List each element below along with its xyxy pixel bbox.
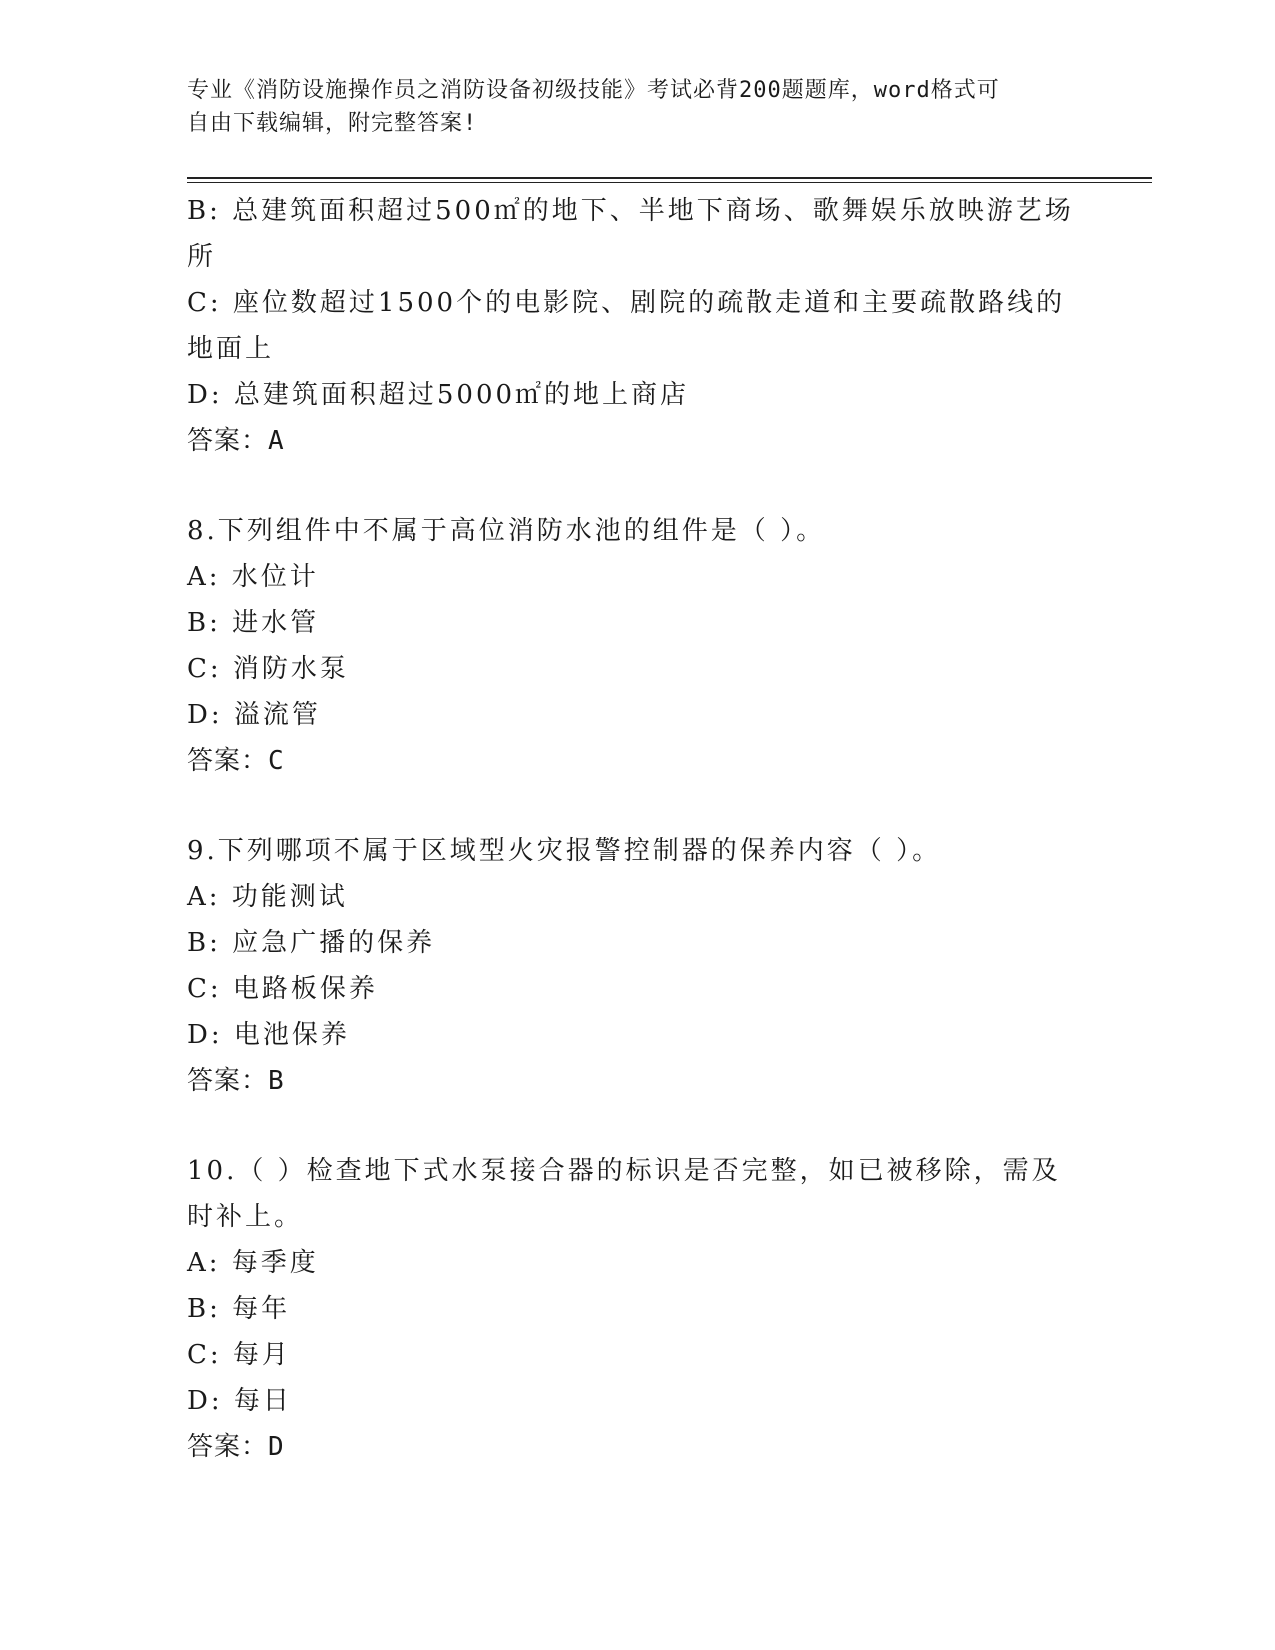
question-10 (187, 1148, 1087, 1470)
question-9 (187, 828, 1087, 1104)
option-b: B: 每年 (187, 1294, 291, 1324)
option-c: C: 电路板保养 (187, 974, 378, 1004)
option-b: B: 应急广播的保养 (187, 928, 436, 958)
header-divider-thin (187, 182, 1152, 183)
option-d: D: 溢流管 (187, 700, 321, 730)
option-c: C: 每月 (187, 1340, 291, 1370)
spacer (187, 784, 1087, 828)
answer-line: 答案：D (187, 1432, 285, 1462)
option-d: D: 总建筑面积超过5000㎡的地上商店 (187, 380, 690, 410)
option-b: B: 进水管 (187, 608, 320, 638)
option-d: D: 每日 (187, 1386, 292, 1416)
question-stem: 8.下列组件中不属于高位消防水池的组件是（ ）。 (187, 516, 826, 546)
question-8 (187, 508, 1087, 784)
option-c-line-1: C: 座位数超过1500个的电影院、剧院的疏散走道和主要疏散路线的 (187, 288, 1066, 318)
header-line-1: 专业《消防设施操作员之消防设备初级技能》考试必背200题题库，word格式可 (187, 78, 1000, 103)
document-header (187, 74, 1067, 140)
option-a: A: 功能测试 (187, 882, 348, 912)
document-body (187, 188, 1087, 1470)
option-d: D: 电池保养 (187, 1020, 350, 1050)
question-stem-line-1: 10.（ ）检查地下式水泵接合器的标识是否完整，如已被移除，需及 (187, 1156, 1061, 1186)
option-c-line-2: 地面上 (187, 334, 275, 364)
answer-line: 答案：C (187, 746, 285, 776)
question-7-continued (187, 188, 1087, 464)
question-stem: 9.下列哪项不属于区域型火灾报警控制器的保养内容（ ）。 (187, 836, 942, 866)
answer-line: 答案：A (187, 426, 285, 456)
option-c: C: 消防水泵 (187, 654, 349, 684)
header-line-2: 自由下载编辑，附完整答案! (187, 111, 478, 136)
question-stem-line-2: 时补上。 (187, 1202, 304, 1232)
option-b-line-2: 所 (187, 242, 217, 272)
header-divider-thick (187, 177, 1152, 179)
answer-line: 答案：B (187, 1066, 285, 1096)
option-a: A: 水位计 (187, 562, 319, 592)
option-b-line-1: B: 总建筑面积超过500㎡的地下、半地下商场、歌舞娱乐放映游艺场 (187, 196, 1074, 226)
spacer (187, 1104, 1087, 1148)
spacer (187, 464, 1087, 508)
option-a: A: 每季度 (187, 1248, 319, 1278)
